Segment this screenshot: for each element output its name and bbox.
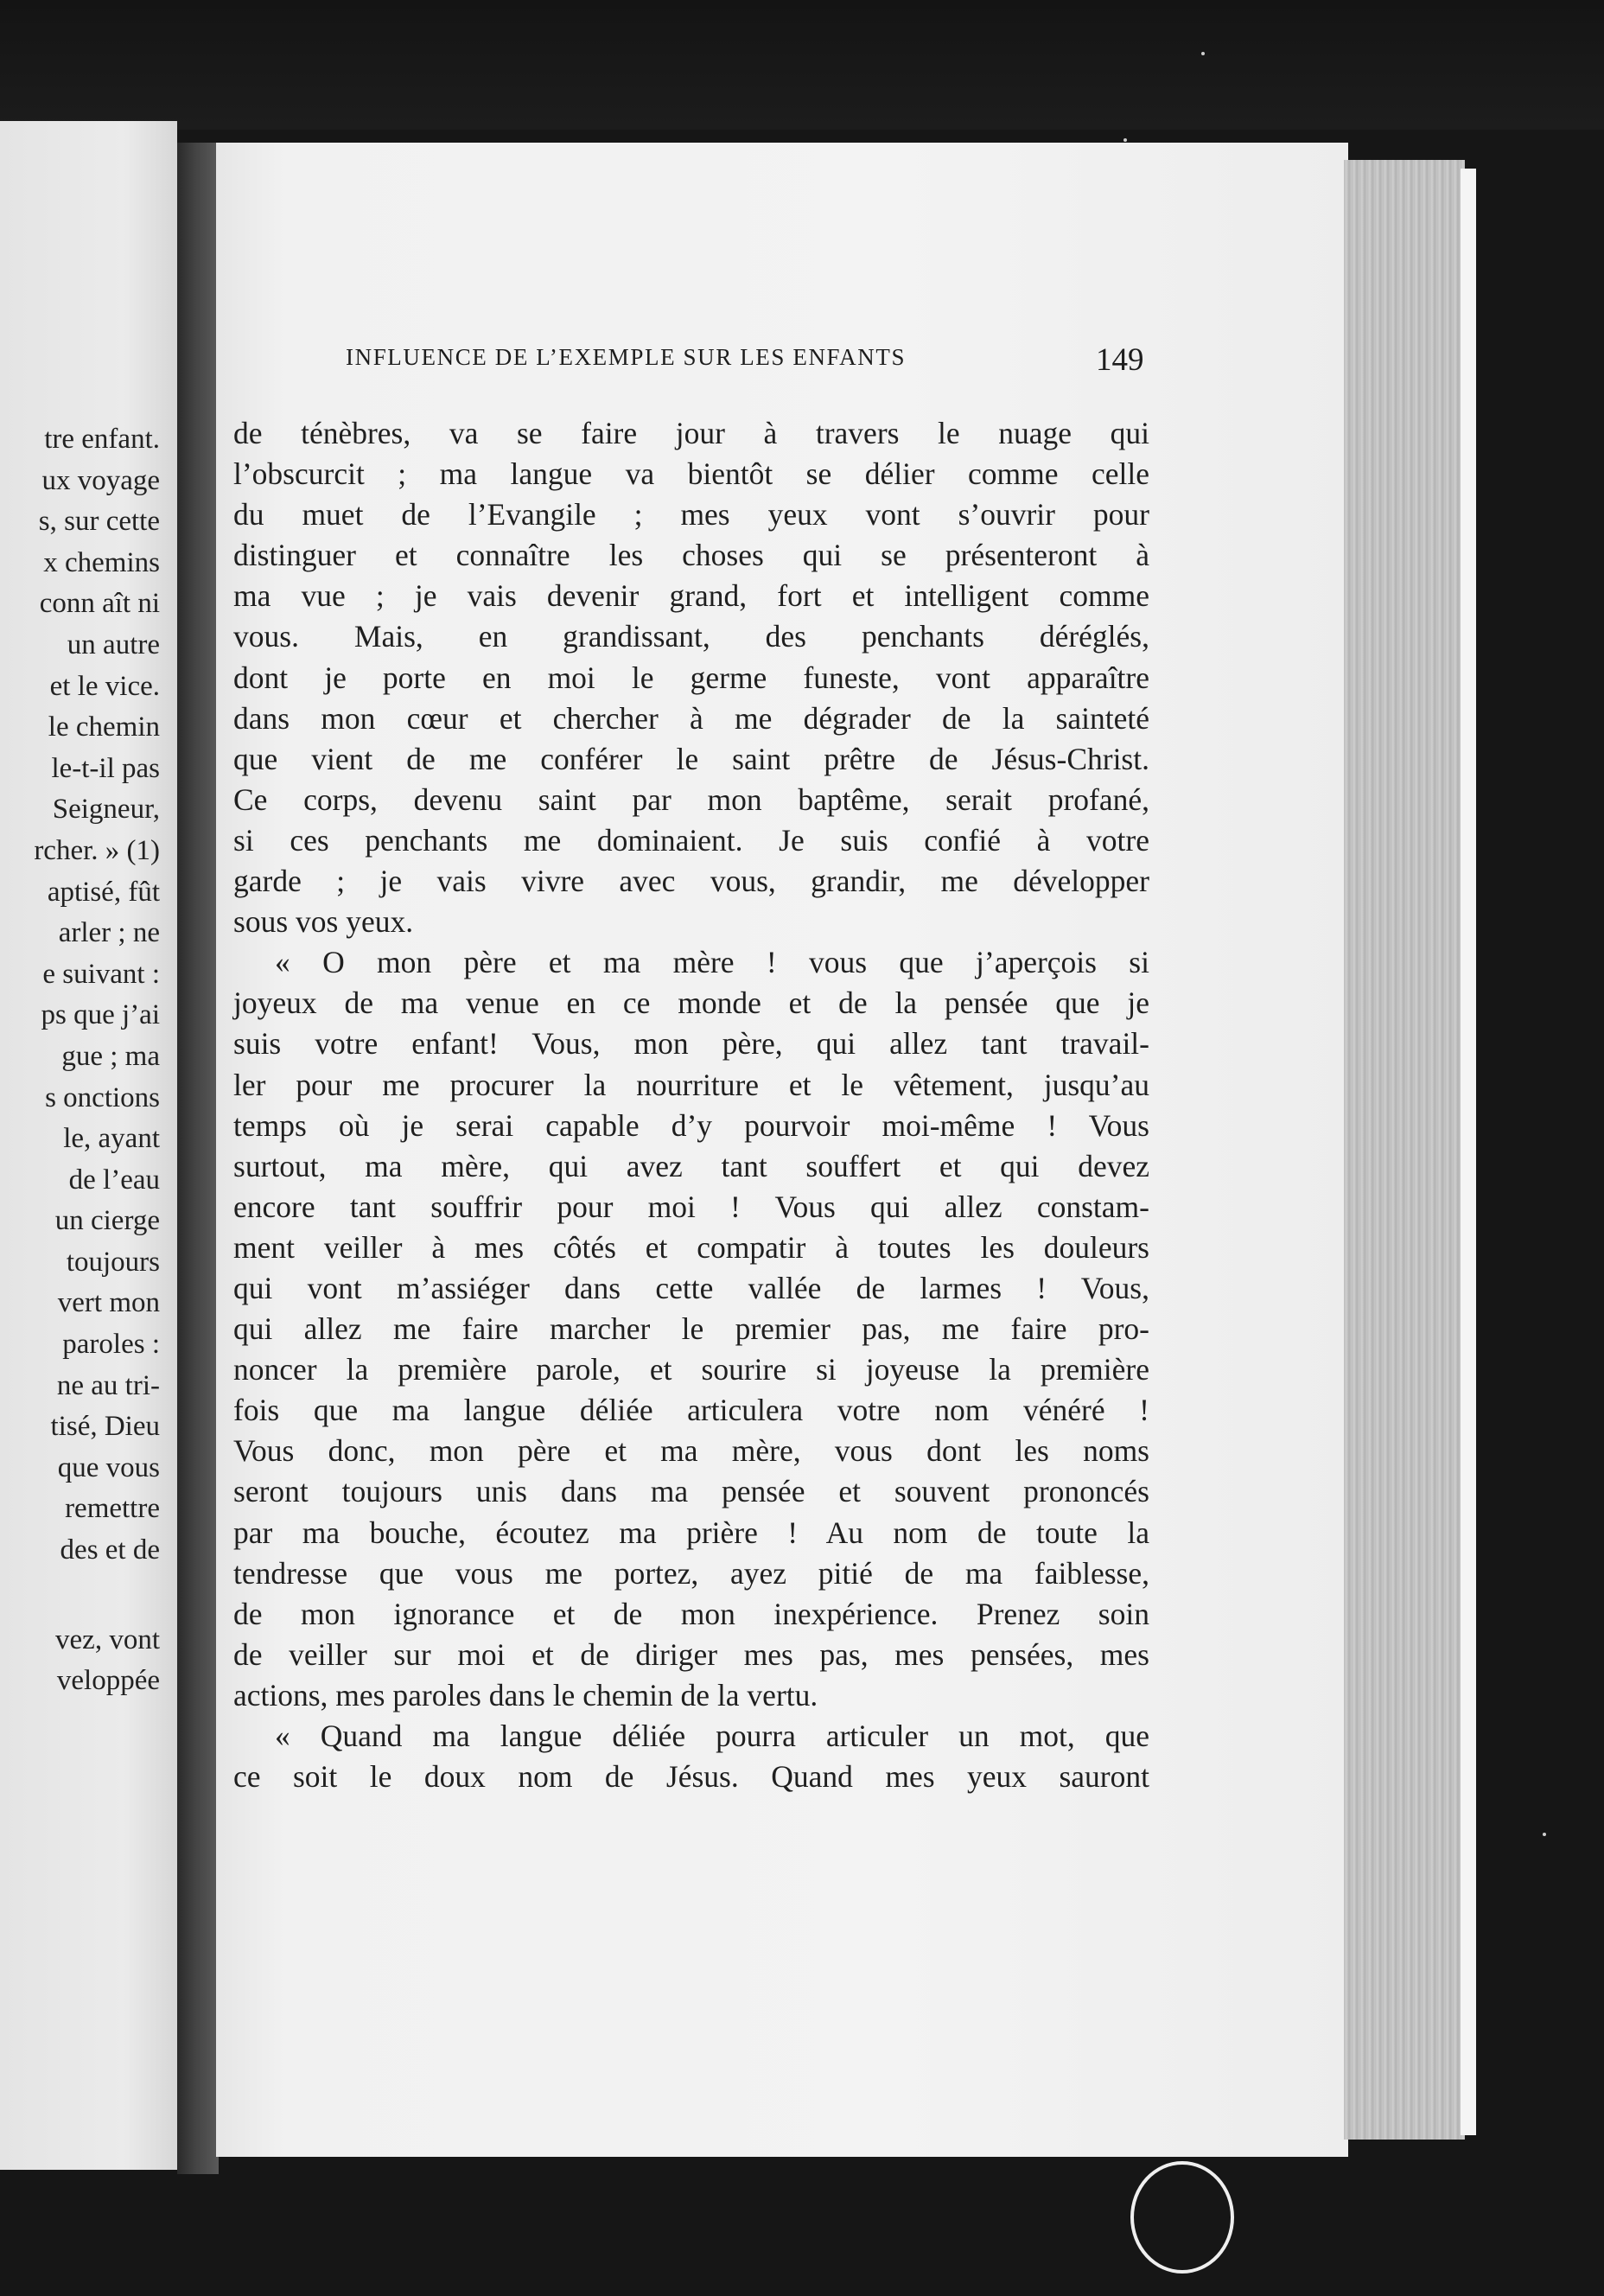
text-line: vous. Mais, en grandissant, des penchants déréglés, (233, 619, 1149, 654)
text-line: de veiller sur moi et de diriger mes pas, mes pensées, mes (233, 1636, 1149, 1672)
left-line: et le vice. (49, 670, 160, 702)
text-line: ment veiller à mes côtés et compatir à toutes les douleurs (233, 1229, 1149, 1265)
text-line: ce soit le doux nom de Jésus. Quand mes yeux sauront (233, 1759, 1149, 1795)
dust-speck (1201, 52, 1205, 55)
text-line: qui allez me faire marcher le premier pas, me faire pro- (233, 1311, 1149, 1347)
text-line: suis votre enfant! Vous, mon père, qui allez tant travail- (233, 1026, 1149, 1062)
text-line: « O mon père et ma mère ! vous que j’aperçois si (275, 945, 1149, 980)
text-line: tendresse que vous me portez, ayez pitié de ma faiblesse, (233, 1555, 1149, 1591)
left-line: vez, vont (55, 1623, 160, 1655)
text-line: temps où je serai capable d’y pourvoir moi-même ! Vous (233, 1107, 1149, 1143)
left-line: conn aît ni (39, 588, 160, 620)
scan-marker-circle (1130, 2161, 1234, 2274)
left-line: e suivant : (42, 958, 160, 990)
left-page-text (0, 419, 160, 1702)
text-line: actions, mes paroles dans le chemin de la vertu. (233, 1677, 818, 1712)
dust-speck (1123, 138, 1127, 142)
left-line: de l’eau (68, 1164, 160, 1196)
left-line: aptisé, fût (47, 876, 160, 908)
left-line (0, 1572, 160, 1620)
left-line: remettre (65, 1493, 160, 1525)
left-line: un autre (67, 628, 160, 660)
left-line: un cierge (54, 1205, 160, 1237)
left-line: veloppée (56, 1665, 160, 1697)
text-line: Vous donc, mon père et ma mère, vous dont les noms (233, 1433, 1149, 1469)
left-line: ps que j’ai (41, 999, 160, 1031)
body-text (233, 413, 1149, 1797)
text-line: ler pour me procurer la nourriture et le vêtement, jusqu’au (233, 1067, 1149, 1102)
text-line: noncer la première parole, et sourire si joyeuse la première (233, 1352, 1149, 1387)
left-line: des et de (60, 1534, 160, 1566)
left-line: x chemins (43, 546, 160, 578)
page-number: 149 (1096, 342, 1144, 378)
book-gutter (177, 143, 219, 2174)
left-line: s onctions (45, 1081, 160, 1113)
text-line: dans mon cœur et chercher à me dégrader de la sainteté (233, 700, 1149, 736)
left-page (0, 121, 177, 2170)
left-line: vert mon (57, 1287, 160, 1319)
text-line: du muet de l’Evangile ; mes yeux vont s’ouvrir pour (233, 497, 1149, 533)
text-line: qui vont m’assiéger dans cette vallée de larmes ! Vous, (233, 1270, 1149, 1305)
left-line: le-t-il pas (51, 752, 160, 784)
text-line: « Quand ma langue déliée pourra articuler un mot, que (275, 1719, 1149, 1753)
cover-edge (1461, 169, 1476, 2135)
left-line: tisé, Dieu (50, 1411, 160, 1443)
left-line: rcher. » (1) (34, 834, 160, 866)
text-line: Ce corps, devenu saint par mon baptême, serait profané, (233, 781, 1149, 817)
text-line: ma vue ; je vais devenir grand, fort et intelligent comme (233, 578, 1149, 614)
text-line: l’obscurcit ; ma langue va bientôt se délier comme celle (233, 456, 1149, 492)
text-line: sous vos yeux. (233, 904, 414, 940)
left-line: paroles : (62, 1329, 160, 1361)
text-line: dont je porte en moi le germe funeste, vont apparaître (233, 660, 1149, 695)
text-line: par ma bouche, écoutez ma prière ! Au nom de toute la (233, 1515, 1149, 1550)
text-line: seront toujours unis dans ma pensée et souvent prononcés (233, 1474, 1149, 1509)
scanner-background (0, 0, 1604, 130)
text-line: que vient de me conférer le saint prêtre de Jésus-Christ. (233, 741, 1149, 776)
left-line: s, sur cette (38, 506, 160, 538)
text-line: de mon ignorance et de mon inexpérience. Prenez soin (233, 1596, 1149, 1631)
left-line: ne au tri- (56, 1369, 160, 1401)
text-line: distinguer et connaître les choses qui se présenteront à (233, 538, 1149, 573)
left-line: le chemin (48, 711, 160, 743)
text-line: fois que ma langue déliée articulera votre nom vénéré ! (233, 1393, 1149, 1428)
text-line: surtout, ma mère, qui avez tant souffert et qui devez (233, 1148, 1149, 1183)
left-line: le, ayant (63, 1123, 160, 1155)
left-line: arler ; ne (58, 917, 160, 949)
text-line: si ces penchants me dominaient. Je suis confié à votre (233, 822, 1149, 858)
running-head: INFLUENCE DE L’EXEMPLE SUR LES ENFANTS (346, 344, 907, 370)
left-line: que vous (57, 1451, 160, 1483)
text-line: encore tant souffrir pour moi ! Vous qui allez constam- (233, 1189, 1149, 1224)
text-line: de ténèbres, va se faire jour à travers le nuage qui (233, 416, 1149, 450)
page-block-edges (1344, 160, 1465, 2140)
left-line: gue ; ma (61, 1040, 160, 1072)
text-line: garde ; je vais vivre avec vous, grandir, me développer (233, 864, 1149, 899)
text-line: joyeux de ma venue en ce monde et de la pensée que je (233, 985, 1149, 1021)
left-line: toujours (66, 1246, 160, 1278)
left-line: tre enfant. (44, 424, 160, 455)
dust-speck (1543, 1833, 1546, 1836)
left-line: ux voyage (41, 464, 160, 496)
left-line: Seigneur, (52, 794, 160, 826)
